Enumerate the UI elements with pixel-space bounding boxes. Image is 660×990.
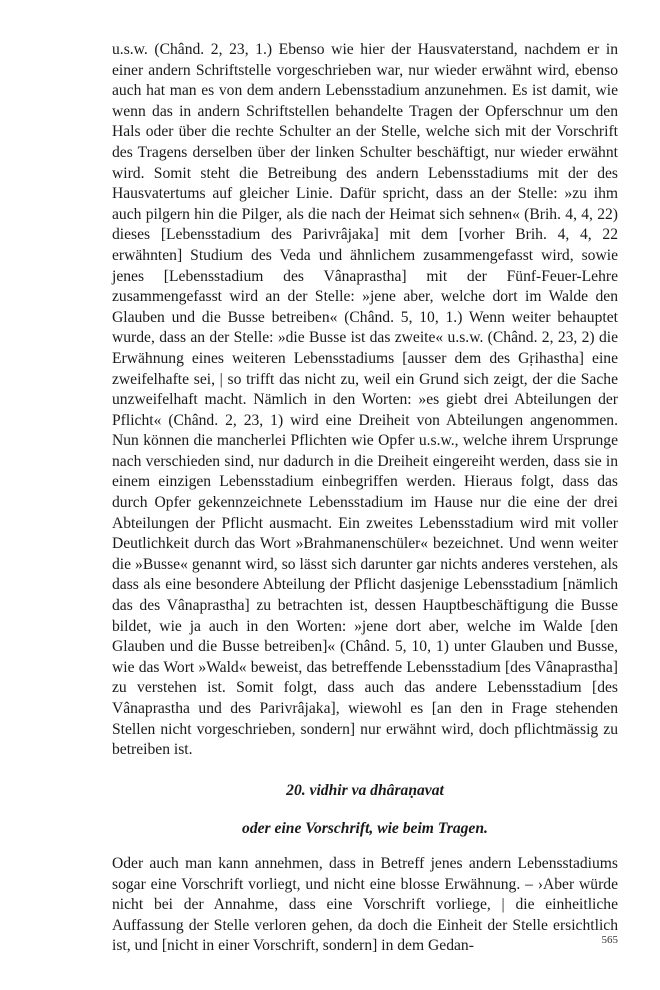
section-heading-sanskrit: 20. vidhir va dhâraṇavat	[286, 781, 444, 799]
page-content	[112, 40, 618, 957]
section-heading-german: oder eine Vorschrift, wie beim Tragen.	[242, 820, 488, 838]
body-paragraph: u.s.w. (Chând. 2, 23, 1.) Ebenso wie hier der Hausvaterstand, nachdem er in einer andern Schriftstelle vorgeschrieben war, nur wieder erwähnt wird, ebenso auch hat man es von dem andern Lebensstadium anzunehmen. Es ist damit, wie wenn das in andern Schriftstellen behandelte Tragen der Opferschnur um den Hals oder über die rechte Schulter an der Stelle, welche sich mit der Vorschrift des Tragens derselben über der linken Schulter beschäftigt, nur wieder erwähnt wird. Somit steht die Betreibung des andern Lebensstadiums mit der des Hausvatertums auf gleicher Linie. Dafür spricht, dass an der Stelle: »zu ihm auch pilgern hin die Pilger, als die nach der Heimat sich sehnen« (Brih. 4, 4, 22) dieses [Lebensstadium des Parivrâjaka] mit dem [vorher Brih. 4, 4, 22 erwähnten] Studium des Veda und ähnlichem zusammengefasst wird, sowie jenes [Lebensstadium des Vânaprastha] mit der Fünf-Feuer-Lehre zusammengefasst wird an der Stelle: »jene aber, welche dort im Walde den Glauben und die Busse betreiben« (Chând. 5, 10, 1.) Wenn weiter behauptet wurde, dass an der Stelle: »die Busse ist das zweite« u.s.w. (Chând. 2, 23, 2) die Erwähnung eines weiteren Lebensstadiums [ausser dem des Gṛihastha] eine zweifelhafte sei, | so trifft das nicht zu, weil ein Grund sich zeigt, der die Sache unzweifelhaft macht. Nämlich in den Worten: »es giebt drei Abteilungen der Pflicht« (Chând. 2, 23, 1) wird eine Dreiheit von Abteilungen angenommen. Nun können die mancherlei Pflichten wie Opfer u.s.w., welche ihrem Ursprunge nach verschieden sind, nur dadurch in die Dreiheit eingereiht werden, dass sie in einem einzigen Lebensstadium einbegriffen werden. Hieraus folgt, dass das durch Opfer gekennzeichnete Lebensstadium im Hause nur die eine der drei Abteilungen der Pflicht ausmacht. Ein zweites Lebensstadium wird mit voller Deutlichkeit durch das Wort »Brahmanenschüler« bezeichnet. Und wenn weiter die »Busse« genannt wird, so lässt sich darunter gar nichts anderes verstehen, als dass als eine besondere Abteilung der Pflicht dasjenige Lebensstadium [nämlich das des Vânaprastha] zu betrachten ist, dessen Hauptbeschäftigung die Busse bildet, wie ja auch in den Worten: »jene dort aber, welche im Walde [den Glauben und die Busse betreiben]« (Chând. 5, 10, 1) unter Glauben und Busse, wie das Wort »Wald« beweist, das betreffende Lebensstadium [des Vânaprastha] zu verstehen ist. Somit folgt, dass auch das andere Lebensstadium [des Vânaprastha und des Parivrâjaka], wiewohl es [an den in Frage stehenden Stellen nicht vorgeschrieben, sondern] nur erwähnt wird, doch pflichtmässig zu betreiben ist.	[112, 41, 618, 759]
page-number: 565	[601, 934, 618, 946]
body-paragraph-continuation: Oder auch man kann annehmen, dass in Betreff jenes andern Lebensstadiums sogar eine Vorschrift vorliegt, und nicht eine blosse Erwähnung. – ›Aber würde nicht bei der Annahme, dass eine Vorschrift vorliege, | die einheitliche Auffassung der Stelle verloren gehen, da doch die Einheit der Stelle ersichtlich ist, und [nicht in einer Vorschrift, sondern] in dem Gedan-	[112, 854, 618, 955]
